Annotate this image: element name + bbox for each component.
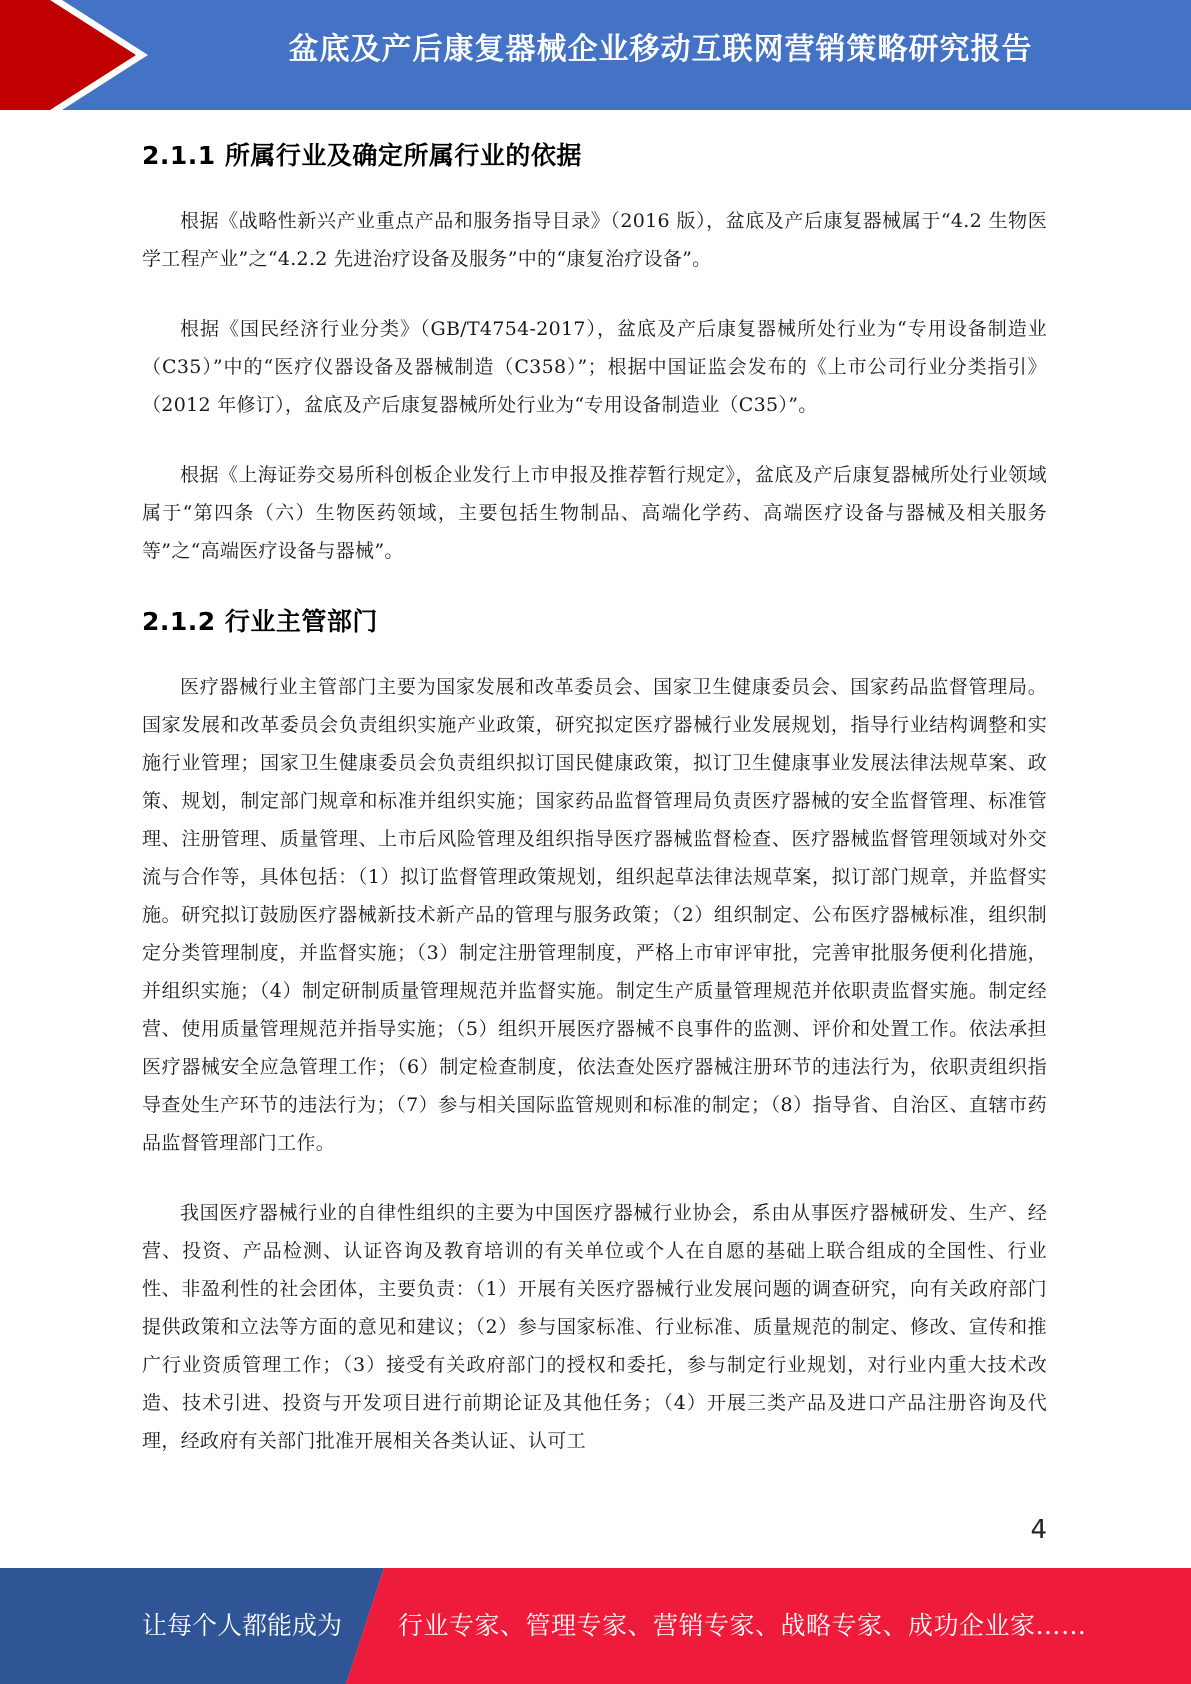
paragraph: 我国医疗器械行业的自律性组织的主要为中国医疗器械行业协会，系由从事医疗器械研发、生产、经营、投资、产品检测、认证咨询及教育培训的有关单位或个人在自愿的基础上联合组成的全国性、行业性、非盈利性的社会团体，主要负责：（1）开展有关医疗器械行业发展问题的调查研究，向有关政府部门提供政策和立法等方面的意见和建议；（2）参与国家标准、行业标准、质量规范的制定、修改、宣传和推广行业资质管理工作；（3）接受有关政府部门的授权和委托，参与制定行业规划，对行业内重大技术改造、技术引进、投资与开发项目进行前期论证及其他任务；（4）开展三类产品及进口产品注册咨询及代理，经政府有关部门批准开展相关各类认证、认可工 <box>142 1202 1047 1452</box>
page-footer <box>0 1568 1191 1684</box>
paragraph: 根据《国民经济行业分类》（GB/T4754-2017），盆底及产后康复器械所处行业为“专用设备制造业（C35）”中的“医疗仪器设备及器械制造（C358）”；根据中国证监会发布的《上市公司行业分类指引》（2012 年修订），盆底及产后康复器械所处行业为“专用设备制造业（C35）”。 <box>142 318 1047 416</box>
footer-slogan-left: 让每个人都能成为 <box>142 1611 343 1640</box>
document-body <box>142 118 1047 1492</box>
section-heading-2-1-1: 2.1.1 所属行业及确定所属行业的依据 <box>142 141 582 170</box>
page-header <box>0 0 1191 110</box>
page-number: 4 <box>1030 1515 1047 1545</box>
paragraph: 根据《战略性新兴产业重点产品和服务指导目录》（2016 版），盆底及产后康复器械属于“4.2 生物医学工程产业”之“4.2.2 先进治疗设备及服务”中的“康复治疗设备”。 <box>142 210 1047 270</box>
footer-slogan-right: 行业专家、管理专家、营销专家、战略专家、成功企业家…… <box>398 1611 1087 1640</box>
report-title: 盆底及产后康复器械企业移动互联网营销策略研究报告 <box>288 32 1033 67</box>
paragraph: 医疗器械行业主管部门主要为国家发展和改革委员会、国家卫生健康委员会、国家药品监督管理局。国家发展和改革委员会负责组织实施产业政策，研究拟定医疗器械行业发展规划，指导行业结构调整和实施行业管理；国家卫生健康委员会负责组织拟订国民健康政策，拟订卫生健康事业发展法律法规草案、政策、规划，制定部门规章和标准并组织实施；国家药品监督管理局负责医疗器械的安全监督管理、标准管理、注册管理、质量管理、上市后风险管理及组织指导医疗器械监督检查、医疗器械监督管理领域对外交流与合作等，具体包括：（1）拟订监督管理政策规划，组织起草法律法规草案，拟订部门规章，并监督实施。研究拟订鼓励医疗器械新技术新产品的管理与服务政策；（2）组织制定、公布医疗器械标准，组织制定分类管理制度，并监督实施；（3）制定注册管理制度，严格上市审评审批，完善审批服务便利化措施，并组织实施；（4）制定研制质量管理规范并监督实施。制定生产质量管理规范并依职责监督实施。制定经营、使用质量管理规范并指导实施；（5）组织开展医疗器械不良事件的监测、评价和处置工作。依法承担医疗器械安全应急管理工作；（6）制定检查制度，依法查处医疗器械注册环节的违法行为，依职责组织指导查处生产环节的违法行为；（7）参与相关国际监管规则和标准的制定；（8）指导省、自治区、直辖市药品监督管理部门工作。 <box>142 676 1047 1154</box>
header-chevron-icon <box>0 0 160 110</box>
paragraph: 根据《上海证券交易所科创板企业发行上市申报及推荐暂行规定》，盆底及产后康复器械所处行业领域属于“第四条（六）生物医药领域，主要包括生物制品、高端化学药、高端医疗设备与器械及相关服务等”之“高端医疗设备与器械”。 <box>142 464 1047 562</box>
section-heading-2-1-2: 2.1.2 行业主管部门 <box>142 607 378 636</box>
